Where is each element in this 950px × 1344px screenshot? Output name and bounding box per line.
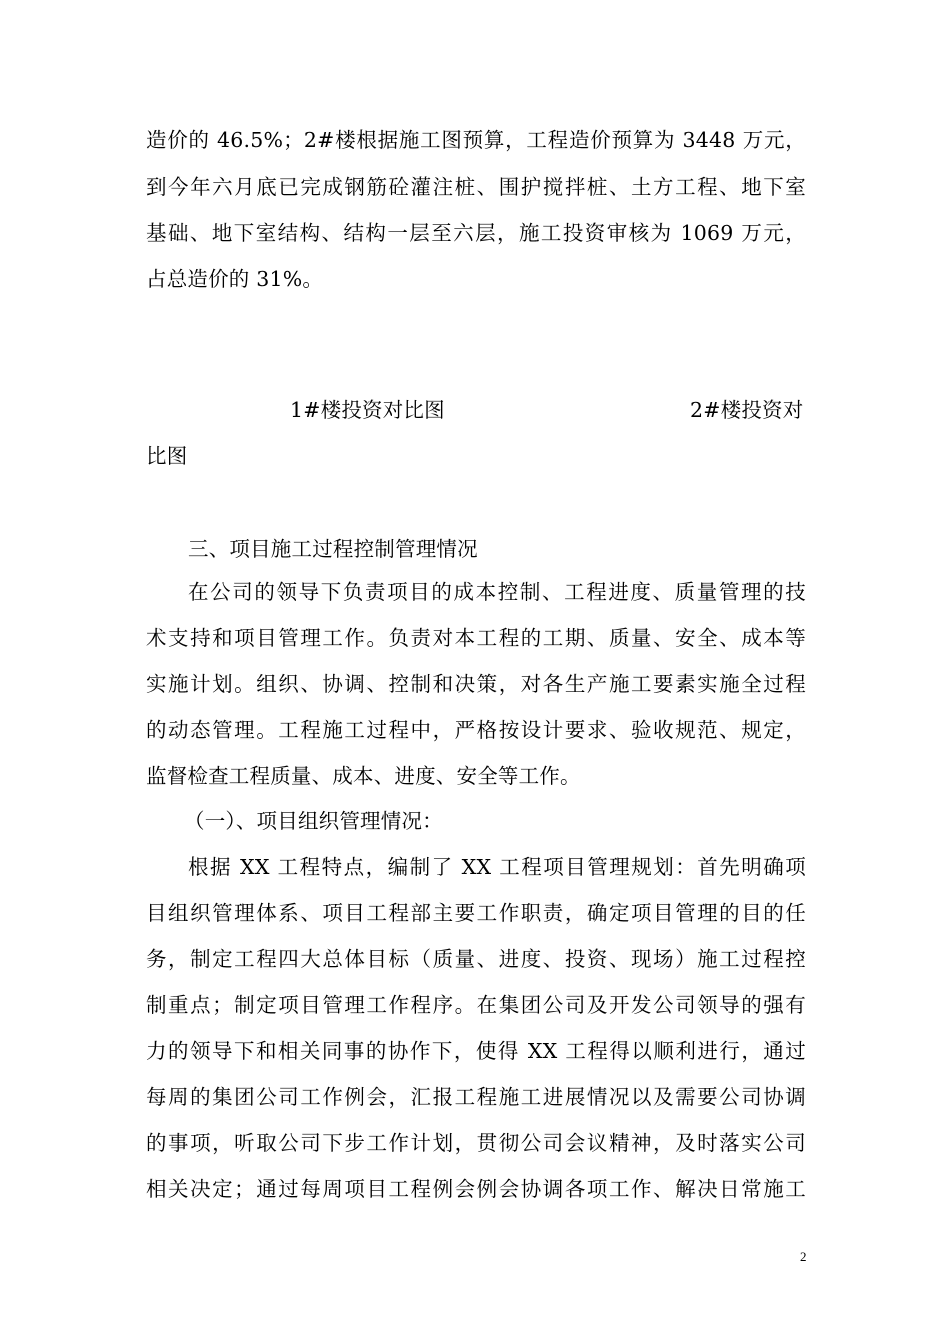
paragraph-3-line-4: 制重点；制定项目管理工作程序。在集团公司及开发公司领导的强有 bbox=[146, 993, 806, 1017]
figure-caption-right-wrap: 比图 bbox=[146, 444, 188, 468]
paragraph-3-line-5: 力的领导下和相关同事的协作下，使得 XX 工程得以顺利进行，通过 bbox=[146, 1039, 806, 1063]
paragraph-3-line-2: 目组织管理体系、项目工程部主要工作职责，确定项目管理的目的任 bbox=[146, 901, 806, 925]
paragraph-1-line-4: 占总造价的 31%。 bbox=[146, 267, 324, 291]
paragraph-3-line-7: 的事项，听取公司下步工作计划，贯彻公司会议精神，及时落实公司 bbox=[146, 1131, 806, 1155]
section-heading: 三、项目施工过程控制管理情况 bbox=[188, 537, 478, 561]
paragraph-2-line-1: 在公司的领导下负责项目的成本控制、工程进度、质量管理的技 bbox=[188, 580, 806, 604]
paragraph-3-line-3: 务，制定工程四大总体目标（质量、进度、投资、现场）施工过程控 bbox=[146, 947, 806, 971]
paragraph-3-line-6: 每周的集团公司工作例会，汇报工程施工进展情况以及需要公司协调 bbox=[146, 1085, 806, 1109]
paragraph-2-line-3: 实施计划。组织、协调、控制和决策，对各生产施工要素实施全过程 bbox=[146, 672, 806, 696]
paragraph-1-line-3: 基础、地下室结构、结构一层至六层，施工投资审核为 1069 万元， bbox=[146, 221, 806, 245]
figure-caption-right: 2#楼投资对 bbox=[690, 398, 804, 422]
figure-caption-left: 1#楼投资对比图 bbox=[290, 398, 445, 422]
paragraph-1-line-2: 到今年六月底已完成钢筋砼灌注桩、围护搅拌桩、土方工程、地下室 bbox=[146, 175, 806, 199]
paragraph-2-line-5: 监督检查工程质量、成本、进度、安全等工作。 bbox=[146, 764, 581, 788]
paragraph-2-line-4: 的动态管理。工程施工过程中，严格按设计要求、验收规范、规定， bbox=[146, 718, 806, 742]
page-number: 2 bbox=[800, 1249, 807, 1264]
paragraph-3-line-1: 根据 XX 工程特点，编制了 XX 工程项目管理规划：首先明确项 bbox=[188, 855, 806, 879]
paragraph-3-line-8: 相关决定；通过每周项目工程例会例会协调各项工作、解决日常施工 bbox=[146, 1177, 806, 1201]
paragraph-2-line-2: 术支持和项目管理工作。负责对本工程的工期、质量、安全、成本等 bbox=[146, 626, 806, 650]
subsection-heading: （一）、项目组织管理情况： bbox=[184, 809, 443, 833]
paragraph-1-line-1: 造价的 46.5%；2#楼根据施工图预算，工程造价预算为 3448 万元， bbox=[146, 128, 806, 152]
